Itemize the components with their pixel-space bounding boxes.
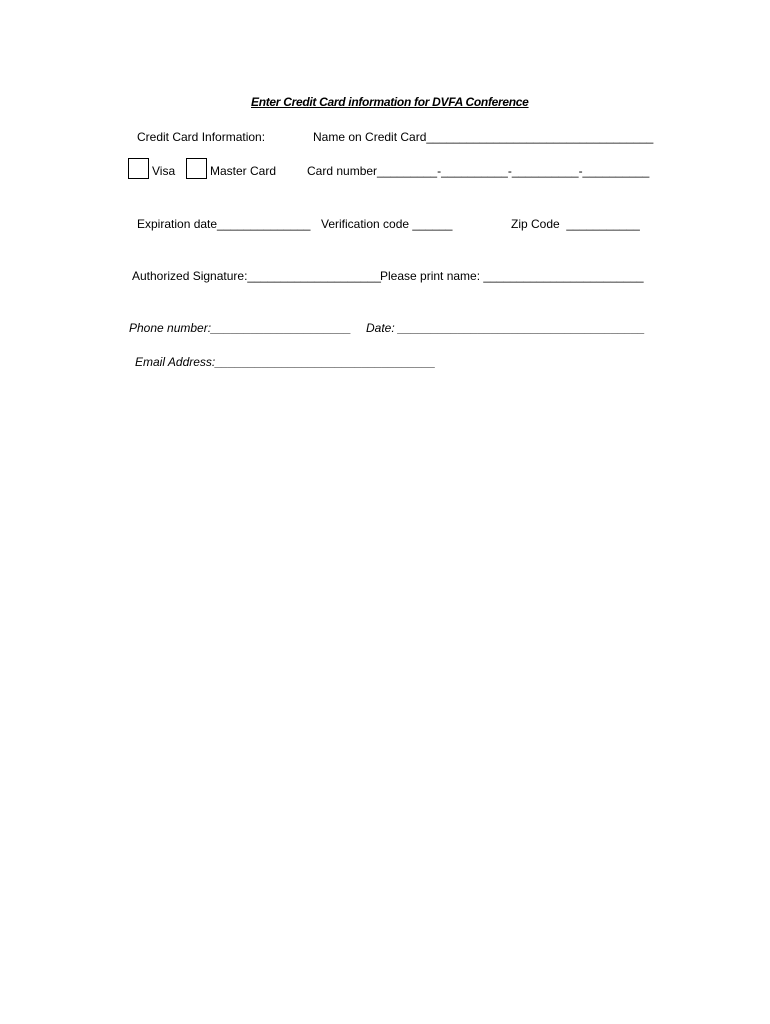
date-field[interactable]: Date: _____________________________________: [366, 321, 645, 335]
authorized-signature-field[interactable]: Authorized Signature:____________________: [132, 269, 381, 283]
card-number-field[interactable]: Card number_________-__________-__________-__________: [307, 164, 650, 178]
expiration-date-field[interactable]: Expiration date______________: [137, 217, 311, 231]
email-address-field[interactable]: Email Address:_________________________________: [135, 355, 436, 369]
credit-card-info-label: Credit Card Information:: [137, 130, 266, 144]
print-name-field[interactable]: Please print name: ________________________: [380, 269, 644, 283]
form-title: Enter Credit Card information for DVFA Conference: [251, 95, 529, 109]
mastercard-label: Master Card: [210, 164, 277, 178]
visa-label: Visa: [152, 164, 176, 178]
phone-number-field[interactable]: Phone number:_____________________: [129, 321, 352, 335]
verification-code-field[interactable]: Verification code ______: [321, 217, 453, 231]
zip-code-field[interactable]: Zip Code ___________: [511, 217, 640, 231]
visa-checkbox[interactable]: [128, 158, 149, 179]
name-on-card-field[interactable]: Name on Credit Card__________________________________: [313, 130, 654, 144]
mastercard-checkbox[interactable]: [186, 158, 207, 179]
